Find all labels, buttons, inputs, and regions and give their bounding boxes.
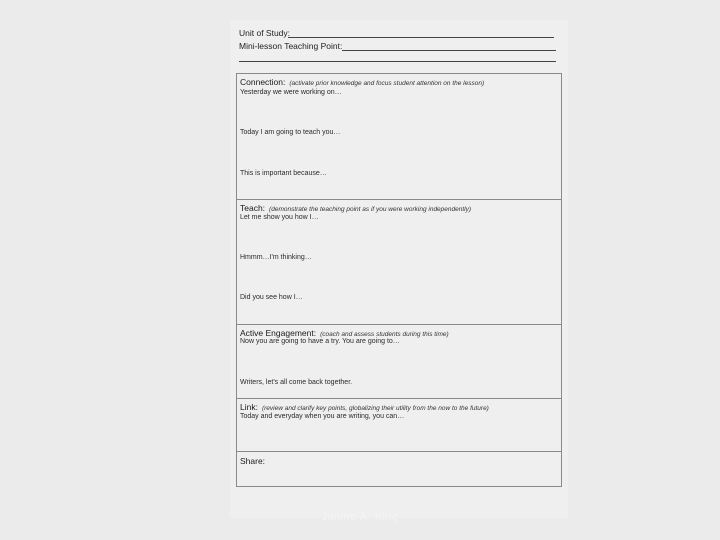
- section-title: Active Engagement: (coach and assess students during this time): [240, 328, 449, 338]
- lesson-form-table: [236, 73, 562, 487]
- section-title: Teach: (demonstrate the teaching point as if you were working independently): [240, 203, 472, 213]
- section-link: [237, 399, 561, 452]
- prompt-text: Today I am going to teach you…: [240, 129, 341, 136]
- prompt-text: Writers, let's all come back together.: [240, 379, 353, 386]
- teaching-point-line-2: [239, 61, 556, 62]
- section-title: Connection: (activate prior knowledge and focus student attention on the lesson): [240, 77, 485, 87]
- prompt-text: Let me show you how I…: [240, 214, 319, 221]
- unit-of-study-label: Unit of Study:: [239, 28, 291, 38]
- prompt-text: Hmmm…I'm thinking…: [240, 254, 312, 261]
- section-title: Link: (review and clarify key points, globalizing their utility from the now to the future): [240, 402, 489, 412]
- prompt-text: Now you are going to have a try. You are going to…: [240, 338, 400, 345]
- teaching-point-label: Mini-lesson Teaching Point:: [239, 41, 343, 51]
- author-credit: Janine A. King: [321, 511, 399, 523]
- unit-of-study-line: [288, 37, 554, 38]
- section-share: [237, 452, 561, 486]
- teaching-point-line: [342, 50, 556, 51]
- prompt-text: Today and everyday when you are writing, you can…: [240, 413, 405, 420]
- prompt-text: Did you see how I…: [240, 294, 303, 301]
- section-title: Share:: [240, 456, 266, 466]
- prompt-text: Yesterday we were working on…: [240, 89, 342, 96]
- section-teach: [237, 200, 561, 325]
- section-connection: [237, 74, 561, 200]
- prompt-text: This is important because…: [240, 170, 327, 177]
- section-active-engagement: [237, 325, 561, 399]
